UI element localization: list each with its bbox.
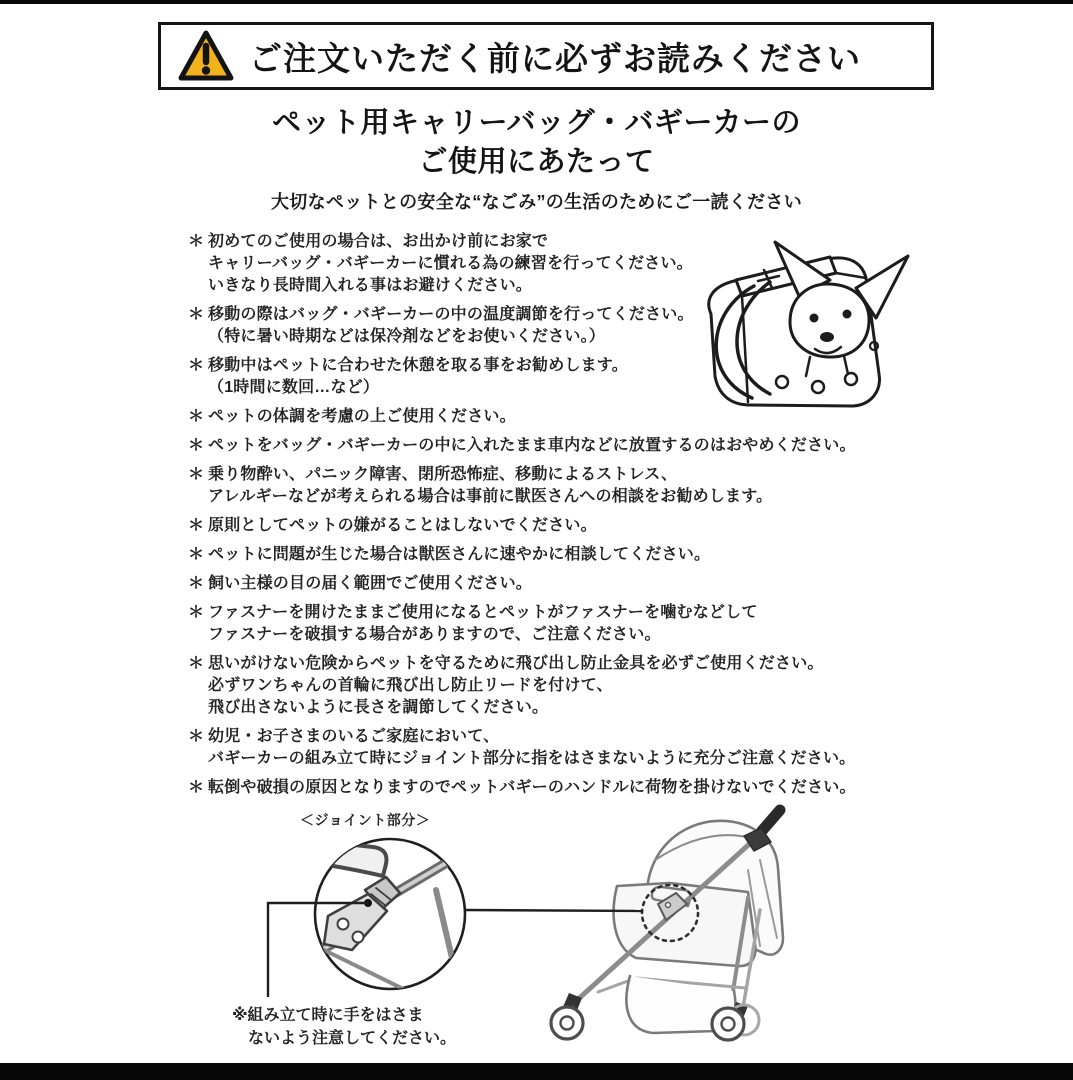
note-line: 移動中はペットに合わせた休憩を取る事をお勧めします。 [208, 357, 628, 374]
note-marker: ＊ [188, 655, 205, 672]
note-marker: ＊ [188, 728, 205, 745]
note-line: （特に暑い時期などは保冷剤などをお使いください。） [208, 328, 606, 345]
note-item [188, 355, 918, 399]
note-line: 初めてのご使用の場合は、お出かけ前にお家で [208, 233, 549, 250]
note-line: 飛び出さないように長さを調節してください。 [208, 699, 549, 716]
page-title [0, 104, 1073, 182]
note-marker: ＊ [188, 466, 205, 483]
note-line: いきなり長時間入れる事はお避けください。 [208, 277, 533, 294]
note-line: 原則としてペットの嫌がることはしないでください。 [208, 517, 597, 534]
assembly-caution-line1: ※組み立て時に手をはさま [232, 1007, 424, 1024]
note-item [188, 726, 918, 770]
note-marker: ＊ [188, 408, 205, 425]
note-line: 乗り物酔い、パニック障害、閉所恐怖症、移動によるストレス、 [208, 466, 678, 483]
note-line: 思いがけない危険からペットを守るために飛び出し防止金具を必ずご使用ください。 [208, 655, 824, 672]
note-line: アレルギーなどが考えられる場合は事前に獣医さんへの相談をお勧めします。 [208, 488, 773, 505]
page-subtitle: 大切なペットとの安全な“なごみ”の生活のためにご一読ください [271, 192, 802, 212]
note-marker: ＊ [188, 575, 205, 592]
top-border-bar [0, 0, 1073, 4]
note-item [188, 406, 918, 428]
note-marker: ＊ [188, 604, 205, 621]
page-title-line1: ペット用キャリーバッグ・バギーカーの [272, 107, 801, 139]
note-line: 転倒や破損の原因となりますのでペットバギーのハンドルに荷物を掛けないでください。 [208, 779, 856, 796]
note-marker: ＊ [188, 437, 205, 454]
warning-triangle-icon [177, 29, 235, 83]
note-item [188, 435, 918, 457]
note-item [188, 515, 918, 537]
assembly-caution-line2: ないよう注意してください。 [248, 1030, 457, 1047]
note-item [188, 304, 918, 348]
note-marker: ＊ [188, 546, 205, 563]
note-marker: ＊ [188, 779, 205, 796]
note-marker: ＊ [188, 357, 205, 374]
note-item [188, 602, 918, 646]
order-warning-banner [158, 22, 934, 90]
note-line: 幼児・お子さまのいるご家庭において、 [208, 728, 500, 745]
note-line: ペットに問題が生じた場合は獣医さんに速やかに相談してください。 [208, 546, 711, 563]
page-title-line2: ご使用にあたって [418, 146, 655, 178]
note-item [188, 544, 918, 566]
joint-section-label: ＜ジョイント部分＞ [300, 812, 431, 828]
note-marker: ＊ [188, 233, 205, 250]
note-item [188, 653, 918, 719]
note-line: ペットをバッグ・バギーカーの中に入れたまま車内などに放置するのはおやめください。 [208, 437, 856, 454]
order-warning-text: ご注文いただく前に必ずお読みください [249, 39, 861, 77]
note-line: キャリーバッグ・バギーカーに慣れる為の練習を行ってください。 [208, 255, 693, 272]
note-line: ファスナーを開けたままご使用になるとペットがファスナーを噛むなどして [208, 604, 758, 621]
note-item [188, 231, 918, 297]
note-marker: ＊ [188, 517, 205, 534]
note-line: 移動の際はバッグ・バギーカーの中の温度調節を行ってください。 [208, 306, 694, 323]
note-line: バギーカーの組み立て時にジョイント部分に指をはさまないように充分ご注意ください。 [208, 750, 856, 767]
pet-buggy-illustration [551, 810, 783, 1040]
bottom-border-bar [0, 1063, 1073, 1080]
note-line: ペットの体調を考慮の上ご使用ください。 [208, 408, 516, 425]
note-marker: ＊ [188, 306, 205, 323]
note-line: ファスナーを破損する場合がありますので、ご注意ください。 [208, 626, 661, 643]
assembly-caution-caption [232, 1004, 456, 1050]
joint-detail-magnified-illustration [258, 839, 465, 1006]
note-line: （1時間に数回…など） [208, 379, 380, 396]
note-item [188, 573, 918, 595]
note-line: 必ずワンちゃんの首輪に飛び出し防止リードを付けて、 [208, 677, 613, 694]
note-item [188, 464, 918, 508]
note-line: 飼い主様の目の届く範囲でご使用ください。 [208, 575, 533, 592]
note-item [188, 777, 918, 799]
notes-list [188, 231, 918, 806]
